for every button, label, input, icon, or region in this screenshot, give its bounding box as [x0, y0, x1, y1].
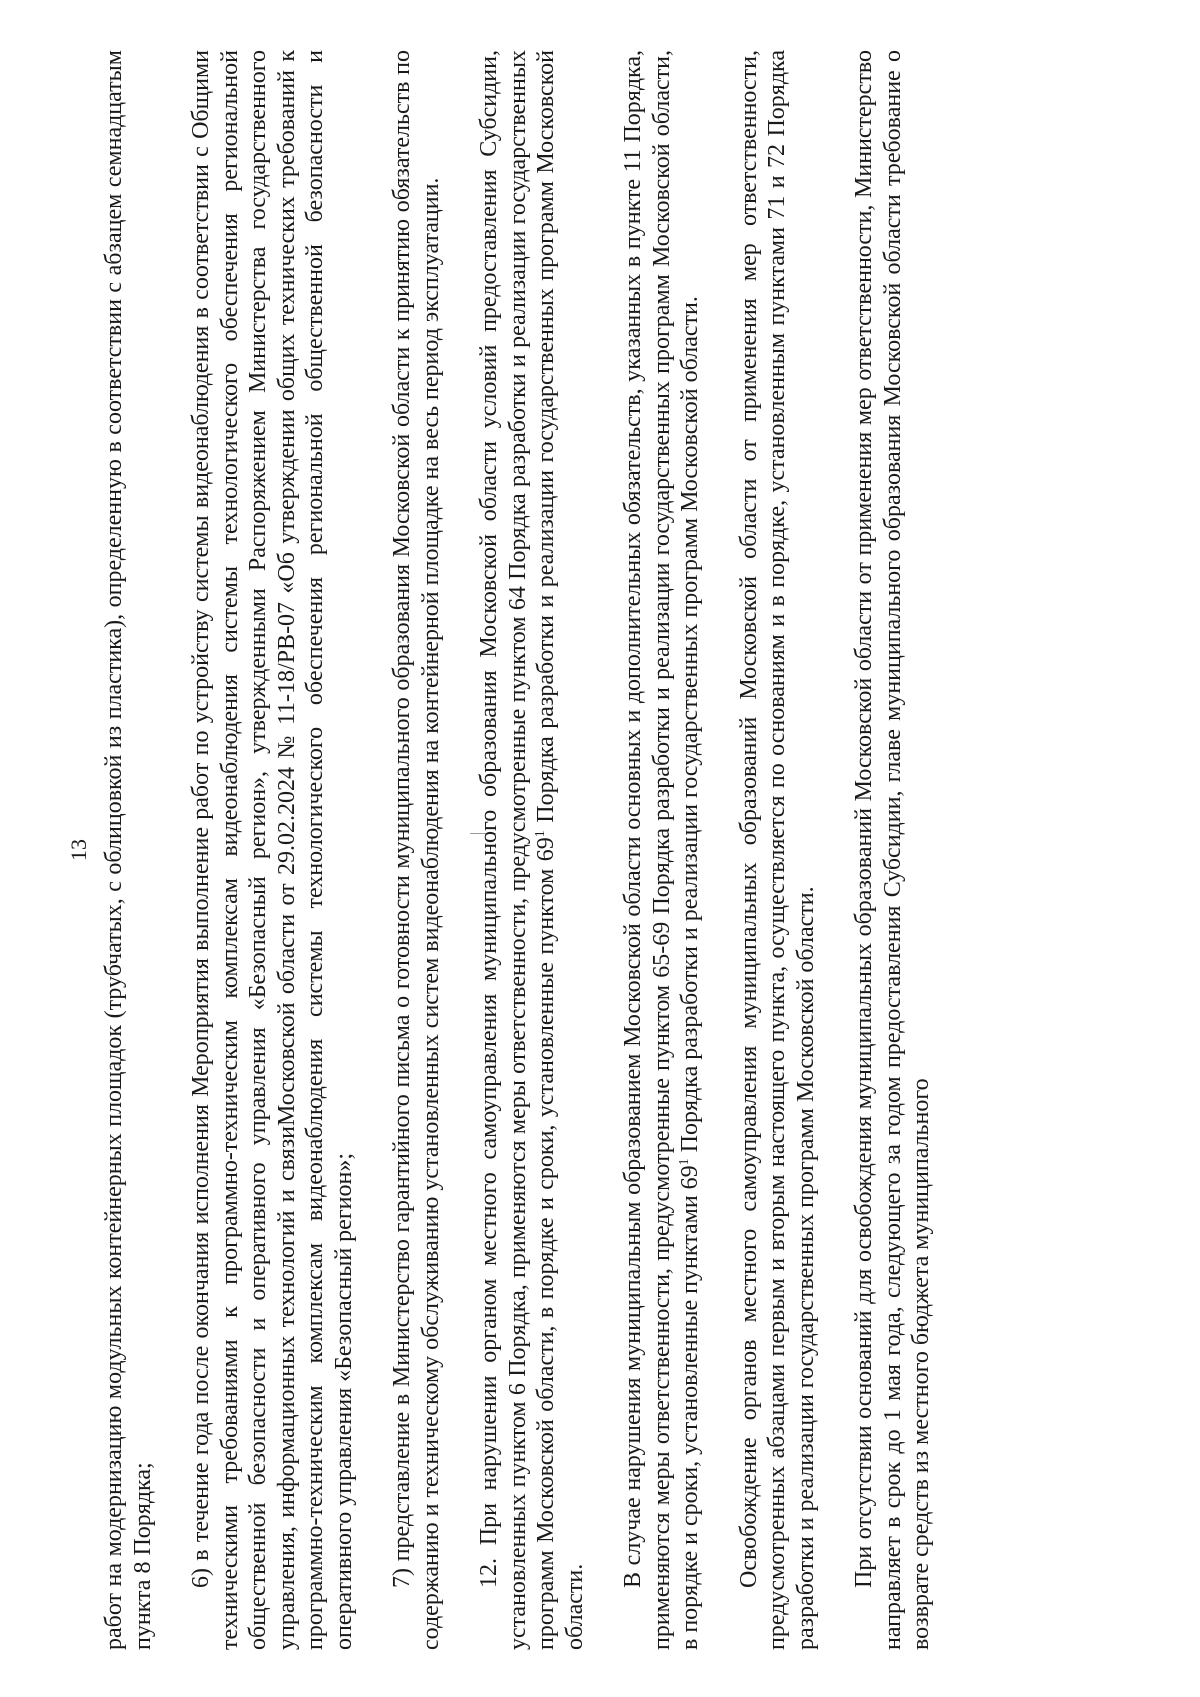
- paragraph-clause-12-text-after: Порядка разработки и реализации государственных программ Московской области.: [533, 50, 588, 1650]
- paragraph-violation-case-superscript: 1: [677, 1158, 692, 1166]
- paragraph-no-grounds-text: При отсутствии оснований для освобождения муниципальных образований Московской области от применения мер ответственности, Министерство направляет в срок до 1 мая года, следующего за годом предоставления Субсидии, главе муниципального образования Московской области требование о возврате средств из местного бюджета муниципального: [851, 50, 934, 1650]
- paragraph-item-6: [187, 50, 358, 1650]
- paragraph-no-grounds: [850, 50, 936, 1650]
- paragraph-1-text: работ на модернизацию модульных контейнерных площадок (трубчатых, с облицовкой из пластика), определенную в соответствии с абзацем семнадцатым пункта 8 Порядка;: [101, 50, 156, 1650]
- paragraph-clause-12-superscript: 1: [533, 830, 548, 838]
- paragraph-exemption: [735, 50, 821, 1650]
- paragraph-exemption-text: Освобождение органов местного самоуправления муниципальных образований Московской области от применения мер ответственности, предусмотренных абзацами первым и вторым настоящего пункта, осуществляется по основаниям и в порядке, установленным пунктами 71 и 72 Порядка разработки и реализации государственных программ Московской области.: [735, 50, 819, 1650]
- paragraph-violation-case-text-before: В случае нарушения муниципальным образованием Московской области основных и дополнительных обязательств, указанных в пункте 11 Порядка, применяются меры ответственности, предусмотренные пунктом 65-69 Порядка разработки и реализации государственных программ Московской области, в порядке и сроки, установленные пунктами 69: [620, 50, 703, 1650]
- paragraph-violation-case: [619, 50, 705, 1650]
- rotated-text-block: [66, 50, 936, 1650]
- paragraph-1: [100, 50, 157, 1650]
- paragraph-item-7-text: 7) представление в Министерство гарантийного письма о готовности муниципального образования Московской области к принятию обязательств по содержанию и техническому обслуживанию установленных систем видеонаблюдения на контейнерной площадке на весь период эксплуатации.: [389, 50, 444, 1650]
- paragraph-item-7: [388, 50, 445, 1650]
- paragraph-item-6-text: 6) в течение года после окончания исполнения Мероприятия выполнение работ по устройству системы видеонаблюдения в соответствии с Общими техническими требованиями к программно-техническим комплексам видеонаблюдения системы технологического обеспечения региональной общественной безопасности и оперативного управления «Безопасный регион», утвержденными Распоряжением Министерства государственного управления, информационных технологий и связиМосковской области от 29.02.2024 № 11-18/РВ-07 «Об утверждении общих технических требований к программно-техническим комплексам видеонаблюдения системы технологического обеспечения региональной общественной безопасности и оперативного управления «Безопасный регион»;: [188, 50, 357, 1650]
- paragraph-violation-case-text-after: Порядка разработки и реализации государственных программ Московской области.: [677, 296, 703, 1159]
- paragraph-clause-12: [475, 50, 589, 1650]
- page-number: 13: [66, 839, 91, 861]
- paragraph-clause-12-text-before: 12. При нарушении органом местного самоуправления муниципального образования Московской области условий предоставления Субсидии, установленных пунктом 6 Порядка, применяются меры ответственности, предусмотренные пунктом 64 Порядка разработки и реализации государственных программ Московской области, в порядке и сроки, установленные пунктом 69: [476, 50, 559, 1650]
